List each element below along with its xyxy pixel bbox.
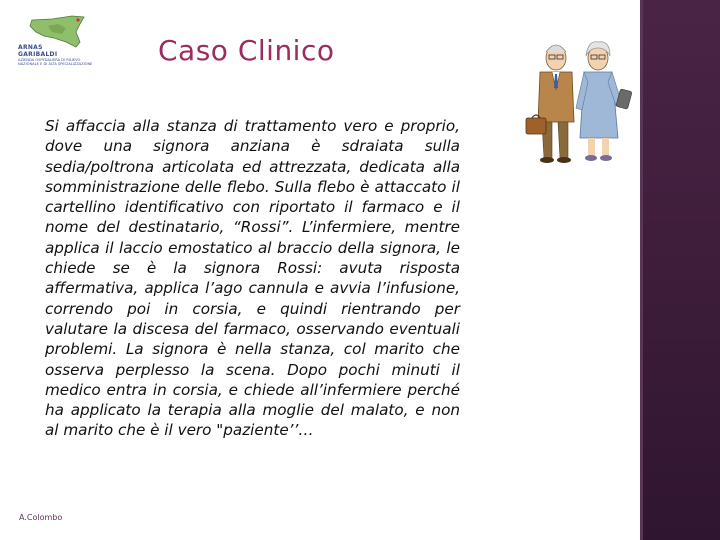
elderly-couple-icon [518, 38, 638, 166]
decorative-sidebar [640, 0, 720, 540]
logo-name-line2: GARIBALDI [18, 51, 58, 58]
slide-title: Caso Clinico [158, 34, 335, 67]
sidebar-divider [640, 0, 643, 540]
case-description: Si affaccia alla stanza di trattamento vero e proprio, dove una signora anziana è sdraiata sulla sedia/poltrona articolata ed attrezzata, dedicata alla somministrazione delle flebo. Sulla flebo è attaccato il cartellino identificativo con riportato il farmaco e il nome del destinatario, “Rossi”. L’infermiere, mentre applica il laccio emostatico al braccio della signora, le chiede se è la signora Rossi: avuta risposta affermativa, applica l’ago cannula e avvia l’infusione, correndo poi in corsia, e quindi rientrando per valutare la discesa del farmaco, osservando eventuali problemi. La signora è nella stanza, col marito che osserva perplesso la scena. Dopo pochi minuti il medico entra in corsia, e chiede all’infermiere perché ha applicato la terapia alla moglie del malato, e non al marito che è il vero "paziente’’… [45, 117, 460, 440]
arnas-garibaldi-logo [14, 14, 100, 72]
author-footer: A.Colombo [19, 513, 63, 522]
logo-name-line1: ARNAS [18, 44, 43, 51]
logo-subtitle: AZIENDA OSPEDALIERA DI RILIEVO NAZIONALE E DI ALTA SPECIALIZZAZIONE [18, 58, 93, 67]
